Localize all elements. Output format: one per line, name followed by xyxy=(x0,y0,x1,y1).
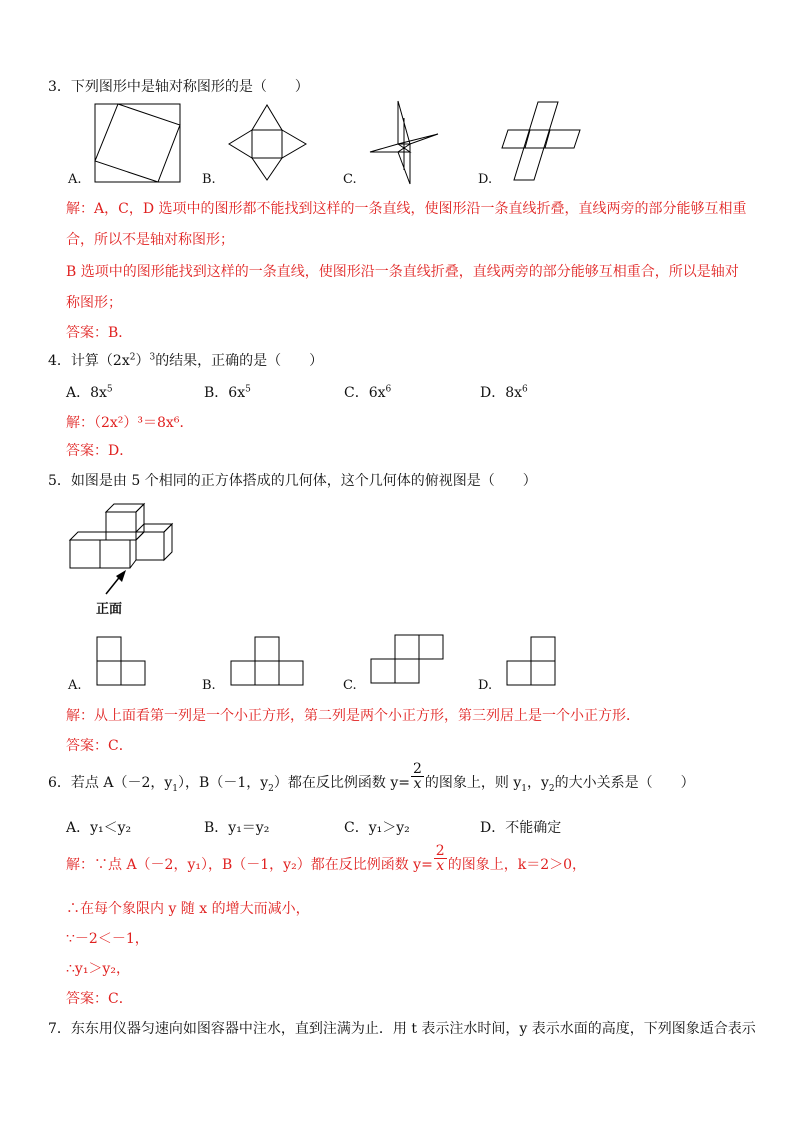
q5-stem: 5．如图是由 5 个相同的正方体搭成的几何体，这个几何体的俯视图是（ ） xyxy=(48,473,537,489)
q5-front-label: 正面 xyxy=(96,602,123,617)
q6-option-a: A．y₁＜y₂ xyxy=(66,820,132,836)
q6-option-b: B．y₁＝y₂ xyxy=(204,820,270,836)
q3-figure-b xyxy=(228,100,308,182)
q6-answer: 答案：C． xyxy=(66,991,133,1007)
q4-option-b: B．$6x^5$ xyxy=(204,384,251,401)
q6-option-c: C．y₁＞y₂ xyxy=(344,820,410,836)
q6-solution-fraction: $\frac{2}{x}$ xyxy=(435,842,445,874)
q3-option-a: A. xyxy=(68,172,82,187)
q5-option-b-figure xyxy=(230,636,305,686)
q5-option-c-figure xyxy=(370,634,446,686)
q3-figure-a xyxy=(94,103,182,185)
q3-solution-line-4: 称图形； xyxy=(66,295,122,311)
q3-answer: 答案：B． xyxy=(66,325,133,341)
q6-solution-line-3: ∵－2＜－1， xyxy=(66,931,149,947)
q4-answer: 答案：D． xyxy=(66,443,134,459)
q5-option-d-figure xyxy=(506,636,558,686)
q5-option-d: D. xyxy=(478,678,493,693)
q5-solution: 解：从上面看第一列是一个小正方形，第二列是两个小正方形，第三列居上是一个小正方形． xyxy=(66,708,640,724)
q5-answer: 答案：C． xyxy=(66,738,133,754)
q4-solution: 解：（2x²）³＝8x⁶． xyxy=(66,415,194,431)
q4-option-a: A．$8x^5$ xyxy=(66,384,113,401)
q3-option-b: B. xyxy=(202,172,216,187)
q4-stem: 4．计算$(2x^2)^3$的结果，正确的是（ ） xyxy=(48,352,324,369)
q4-option-d: D．$8x^6$ xyxy=(480,384,528,401)
q6-solution-line-4: ∴y₁＞y₂， xyxy=(66,961,130,977)
q6-fraction: $\frac{2}{x}$ xyxy=(412,760,422,792)
q3-solution-line-2: 合，所以不是轴对称图形； xyxy=(66,232,234,248)
q6-stem: 6．若点 A（－2，$y_1$），B（－1，$y_2$）都在反比例函数 y= $\frac{2}{x}$ 的图象上，则 $y_1$，$y_2$的大小关系是（ ） xyxy=(48,760,695,794)
q4-option-c: C．$6x^6$ xyxy=(344,384,392,401)
q6-solution-line-1: 解：∵点 A（－2，y₁），B（－1，y₂）都在反比例函数 y= $\frac{2}{x}$ 的图象上，k＝2＞0， xyxy=(66,842,587,874)
q5-option-a-figure xyxy=(96,636,146,686)
q7-stem: 7．东东用仪器匀速向如图容器中注水，直到注满为止．用 t 表示注水时间，y 表示水面的高度，下列图象适合表示 xyxy=(48,1021,756,1037)
q6-solution-line-2: ∴在每个象限内 y 随 x 的增大而减小， xyxy=(66,901,310,917)
q3-solution-line-1: 解：A，C，D 选项中的图形都不能找到这样的一条直线，使图形沿一条直线折叠，直线两旁的部分能够互相重 xyxy=(66,201,747,217)
q5-option-b: B. xyxy=(202,678,216,693)
q3-figure-c xyxy=(368,100,448,184)
q3-figure-d xyxy=(500,100,582,182)
q3-stem: 3．下列图形中是轴对称图形的是（ ） xyxy=(48,79,309,95)
q5-option-a: A. xyxy=(68,678,82,693)
q3-option-c: C. xyxy=(343,172,357,187)
q3-option-d: D. xyxy=(478,172,493,187)
q5-arrow-icon xyxy=(100,568,130,598)
q3-solution-line-3: B 选项中的图形能找到这样的一条直线，使图形沿一条直线折叠，直线两旁的部分能够互相重合，所以是轴对 xyxy=(66,264,739,280)
q5-option-c: C. xyxy=(343,678,357,693)
q6-option-d: D．不能确定 xyxy=(480,820,562,836)
